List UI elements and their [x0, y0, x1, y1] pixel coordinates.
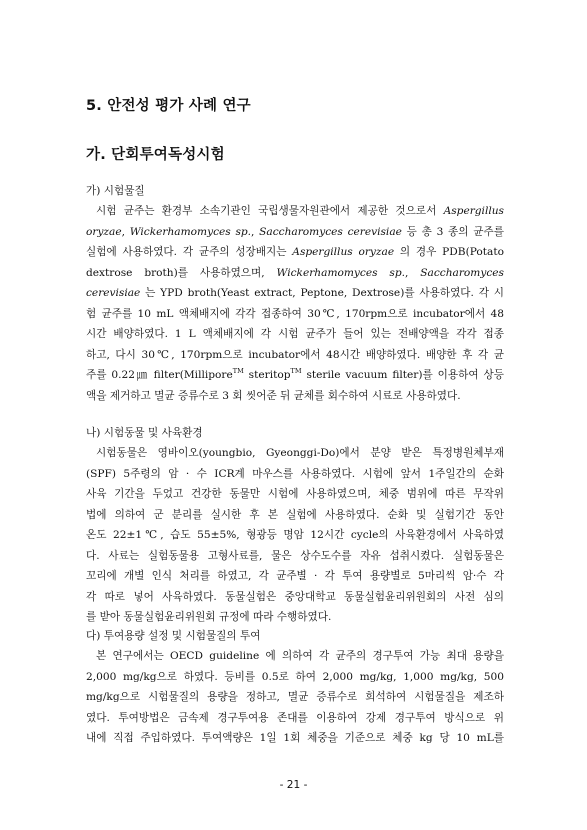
- text-line: 사육 기간을 두었고 건강한 동물만 시험에 사용하였으며, 체중 범위에 따른 무작위: [86, 488, 504, 500]
- text-line: 꼬리에 개별 인식 처리를 하였고, 각 균주별 · 각 투여 용량별로 5마리씩 암·수 각: [86, 570, 504, 582]
- text-line: 액을 제거하고 멸균 증류수로 3 회 씻어준 뒤 균체를 회수하여 시료로 사용하였다.: [86, 389, 461, 402]
- text-line: 2,000 mg/kg으로 하였다. 등비를 0.5로 하여 2,000 mg/kg, 1,000 mg/kg, 500: [86, 670, 504, 683]
- paragraph: [86, 646, 504, 749]
- text-line: 법에 의하여 군 분리를 실시한 후 본 실험에 사용하였다. 순화 및 실험기간 동안: [86, 508, 504, 521]
- subsection-title: 가. 단회투여독성시험: [86, 147, 225, 163]
- paragraph: [86, 443, 504, 628]
- text-line: 시험동물은 영바이오(youngbio, Gyeonggi-Do)에서 분양 받은 특정병원체부재: [96, 447, 504, 459]
- section-heading: 나) 시험동물 및 사육환경: [86, 427, 203, 439]
- text-line: 다. 사료는 실험동물용 고형사료를, 물은 상수도수를 자유 섭취시켰다. 실험동물은: [86, 549, 504, 562]
- text-line: 시간 배양하였다. 1 L 액체배지에 각 시험 균주가 들어 있는 전배양액을 각각 접종: [86, 328, 504, 340]
- text-line: 를 받아 동물실험윤리위원회 규정에 따라 수행하였다.: [86, 611, 332, 623]
- text-line: dextrose broth)를 사용하였으며, Wickerhamomyces sp., Saccharomyces: [86, 266, 504, 279]
- text-line: 험 균주를 10 mL 액체배지에 각각 접종하여 30℃, 170rpm으로 incubator에서 48: [86, 307, 504, 320]
- text-line: 각 따로 넣어 사육하였다. 동물실험은 중앙대학교 동물실험윤리위원회의 사전 심의: [86, 590, 504, 603]
- text-line: 였다. 투여방법은 금속제 경구투여용 존대를 이용하여 강제 경구투여 방식으로 위: [86, 711, 504, 724]
- section-title: 5. 안전성 평가 사례 연구: [86, 98, 251, 114]
- test-material-section: [86, 181, 504, 406]
- dose-setting-section: [86, 626, 504, 749]
- text-line: 시험 균주는 환경부 소속기관인 국립생물자원관에서 제공한 것으로서 Aspergillus: [96, 205, 504, 217]
- text-line: 하고, 다시 30℃, 170rpm으로 incubator에서 48시간 배양하였다. 배양한 후 각 균: [86, 348, 504, 361]
- test-animal-section: [86, 423, 504, 628]
- section-heading: 가) 시험물질: [86, 185, 145, 197]
- text-line: mg/kg으로 시험물질의 용량을 정하고, 멸균 증류수로 희석하여 시험물질을 제조하: [86, 691, 504, 703]
- paragraph: [86, 201, 504, 406]
- text-line: 본 연구에서는 OECD guideline 에 의하여 각 균주의 경구투여 가능 최대 용량을: [96, 650, 504, 662]
- text-line: 실험에 사용하였다. 각 균주의 성장배지는 Aspergillus oryzae 의 경우 PDB(Potato: [86, 246, 504, 258]
- text-line: 온도 22±1℃, 습도 55±5%, 형광등 명암 12시간 cycle의 사육환경에서 사육하였: [86, 529, 504, 541]
- text-line: oryzae, Wickerhamomyces sp., Saccharomyces cerevisiae 등 총 3 종의 균주를: [86, 225, 504, 238]
- text-line: 내에 직접 주입하였다. 투여액량은 1일 1회 체중을 기준으로 체중 kg 당 10 mL를: [86, 732, 504, 744]
- text-line: (SPF) 5주령의 암 · 수 ICR계 마우스를 사용하였다. 시험에 앞서 1주일간의 순화: [86, 467, 504, 480]
- text-line: cerevisiae 는 YPD broth(Yeast extract, Peptone, Dextrose)를 사용하였다. 각 시: [86, 287, 504, 299]
- section-heading: 다) 투여용량 설정 및 시험물질의 투여: [86, 630, 261, 642]
- page-number: - 21 -: [279, 779, 308, 791]
- text-line: 주를 0.22㎛ filter(Millipore™ steritop™ sterile vacuum filter)를 이용하여 상등: [86, 367, 504, 381]
